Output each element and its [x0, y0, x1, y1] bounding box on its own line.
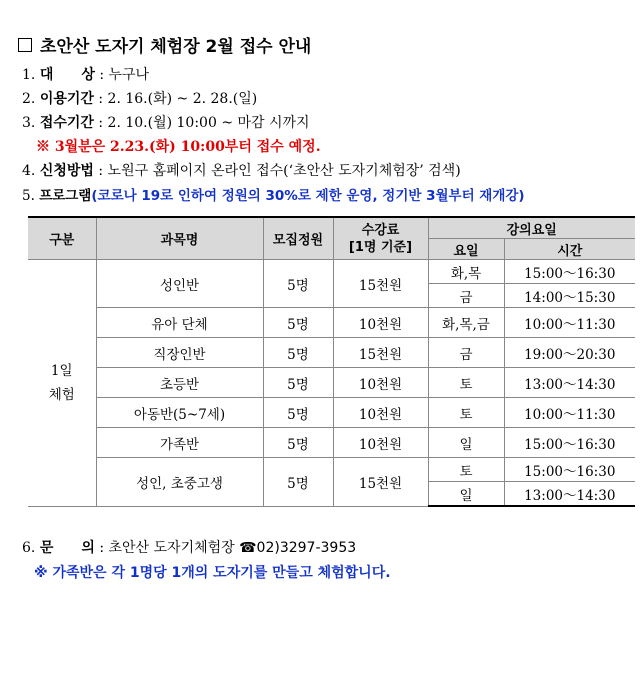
- time-cell: 10:00～11:30: [504, 308, 635, 338]
- day-cell: 토: [428, 398, 504, 428]
- header-capacity: 모집정원: [263, 217, 333, 260]
- time-cell: 15:00～16:30: [504, 428, 635, 458]
- capacity-cell: 5명: [263, 308, 333, 338]
- category-cell: 1일 체험: [28, 260, 96, 507]
- day-cell: 화,목,금: [428, 308, 504, 338]
- item-label: 접수기간: [39, 115, 94, 131]
- contact-value: 초안산 도자기체험장 ☎02)3297-3953: [108, 540, 357, 556]
- fee-cell: 15천원: [333, 458, 428, 507]
- header-course: 과목명: [96, 217, 263, 260]
- course-cell: 유아 단체: [96, 308, 263, 338]
- day-cell: 토: [428, 458, 504, 482]
- item-method: 4. 신청방법 : 노원구 홈페이지 온라인 접수(‘초안산 도자기체험장’ 검색): [22, 163, 461, 179]
- capacity-cell: 5명: [263, 458, 333, 507]
- course-cell: 성인반: [96, 260, 263, 308]
- day-cell: 금: [428, 284, 504, 308]
- table-row: [28, 338, 635, 368]
- item-label: 프로그램: [39, 188, 92, 204]
- time-cell: 10:00～11:30: [504, 398, 635, 428]
- time-cell: 15:00～16:30: [504, 260, 635, 284]
- fee-cell: 10천원: [333, 398, 428, 428]
- header-day: 요일: [428, 239, 504, 260]
- item-program: 5. 프로그램(코로나 19로 인하여 정원의 30%로 제한 운영, 정기반 3월부터 재개강): [22, 188, 525, 204]
- course-cell: 직장인반: [96, 338, 263, 368]
- item-contact: 6. 문 의 : 초안산 도자기체험장 ☎02)3297-3953: [22, 540, 357, 556]
- course-cell: 성인, 초중고생: [96, 458, 263, 507]
- item-registration: 3. 접수기간 : 2. 10.(월) 10:00 ~ 마감 시까지: [22, 115, 310, 131]
- fee-cell: 10천원: [333, 308, 428, 338]
- day-cell: 금: [428, 338, 504, 368]
- item-period: 2. 이용기간 : 2. 16.(화) ~ 2. 28.(일): [22, 91, 258, 107]
- item-value: 노원구 홈페이지 온라인 접수(‘초안산 도자기체험장’ 검색): [107, 163, 461, 179]
- page-title: [18, 32, 311, 57]
- capacity-cell: 5명: [263, 338, 333, 368]
- fee-cell: 15천원: [333, 338, 428, 368]
- table-row: [28, 368, 635, 398]
- program-note: (코로나 19로 인하여 정원의 30%로 제한 운영, 정기반 3월부터 재개강): [91, 188, 525, 204]
- item-value: 2. 16.(화) ~ 2. 28.(일): [107, 91, 258, 107]
- day-cell: 화,목: [428, 260, 504, 284]
- header-category: 구분: [28, 217, 96, 260]
- time-cell: 14:00～15:30: [504, 284, 635, 308]
- fee-cell: 10천원: [333, 428, 428, 458]
- checkbox-square-icon: [18, 38, 32, 52]
- header-schedule: 강의요일: [428, 217, 635, 239]
- item-label: 문 의: [39, 540, 95, 556]
- day-cell: 일: [428, 482, 504, 507]
- capacity-cell: 5명: [263, 260, 333, 308]
- time-cell: 15:00～16:30: [504, 458, 635, 482]
- capacity-cell: 5명: [263, 368, 333, 398]
- table-row: [28, 428, 635, 458]
- time-cell: 13:00～14:30: [504, 482, 635, 507]
- item-label: 대 상: [39, 67, 95, 83]
- capacity-cell: 5명: [263, 398, 333, 428]
- header-fee: 수강료 [1명 기준]: [333, 217, 428, 260]
- march-note: ※ 3월분은 2.23.(화) 10:00부터 접수 예정.: [36, 139, 321, 155]
- item-target: 1. 대 상 : 누구나: [22, 67, 150, 83]
- day-cell: 토: [428, 368, 504, 398]
- time-cell: 19:00～20:30: [504, 338, 635, 368]
- table-row: [28, 398, 635, 428]
- schedule-table: [28, 216, 635, 507]
- family-note: ※ 가족반은 각 1명당 1개의 도자기를 만들고 체험합니다.: [34, 565, 391, 581]
- course-cell: 가족반: [96, 428, 263, 458]
- item-value: 2. 10.(월) 10:00 ~ 마감 시까지: [107, 115, 310, 131]
- course-cell: 초등반: [96, 368, 263, 398]
- table-row: [28, 308, 635, 338]
- table-row: [28, 458, 635, 482]
- fee-cell: 10천원: [333, 368, 428, 398]
- course-cell: 아동반(5~7세): [96, 398, 263, 428]
- item-value: 누구나: [108, 67, 150, 83]
- table-row: [28, 260, 635, 284]
- item-label: 신청방법: [39, 163, 94, 179]
- capacity-cell: 5명: [263, 428, 333, 458]
- time-cell: 13:00～14:30: [504, 368, 635, 398]
- header-time: 시간: [504, 239, 635, 260]
- day-cell: 일: [428, 428, 504, 458]
- fee-cell: 15천원: [333, 260, 428, 308]
- item-label: 이용기간: [39, 91, 94, 107]
- title-text: 초안산 도자기 체험장 2월 접수 안내: [40, 37, 312, 57]
